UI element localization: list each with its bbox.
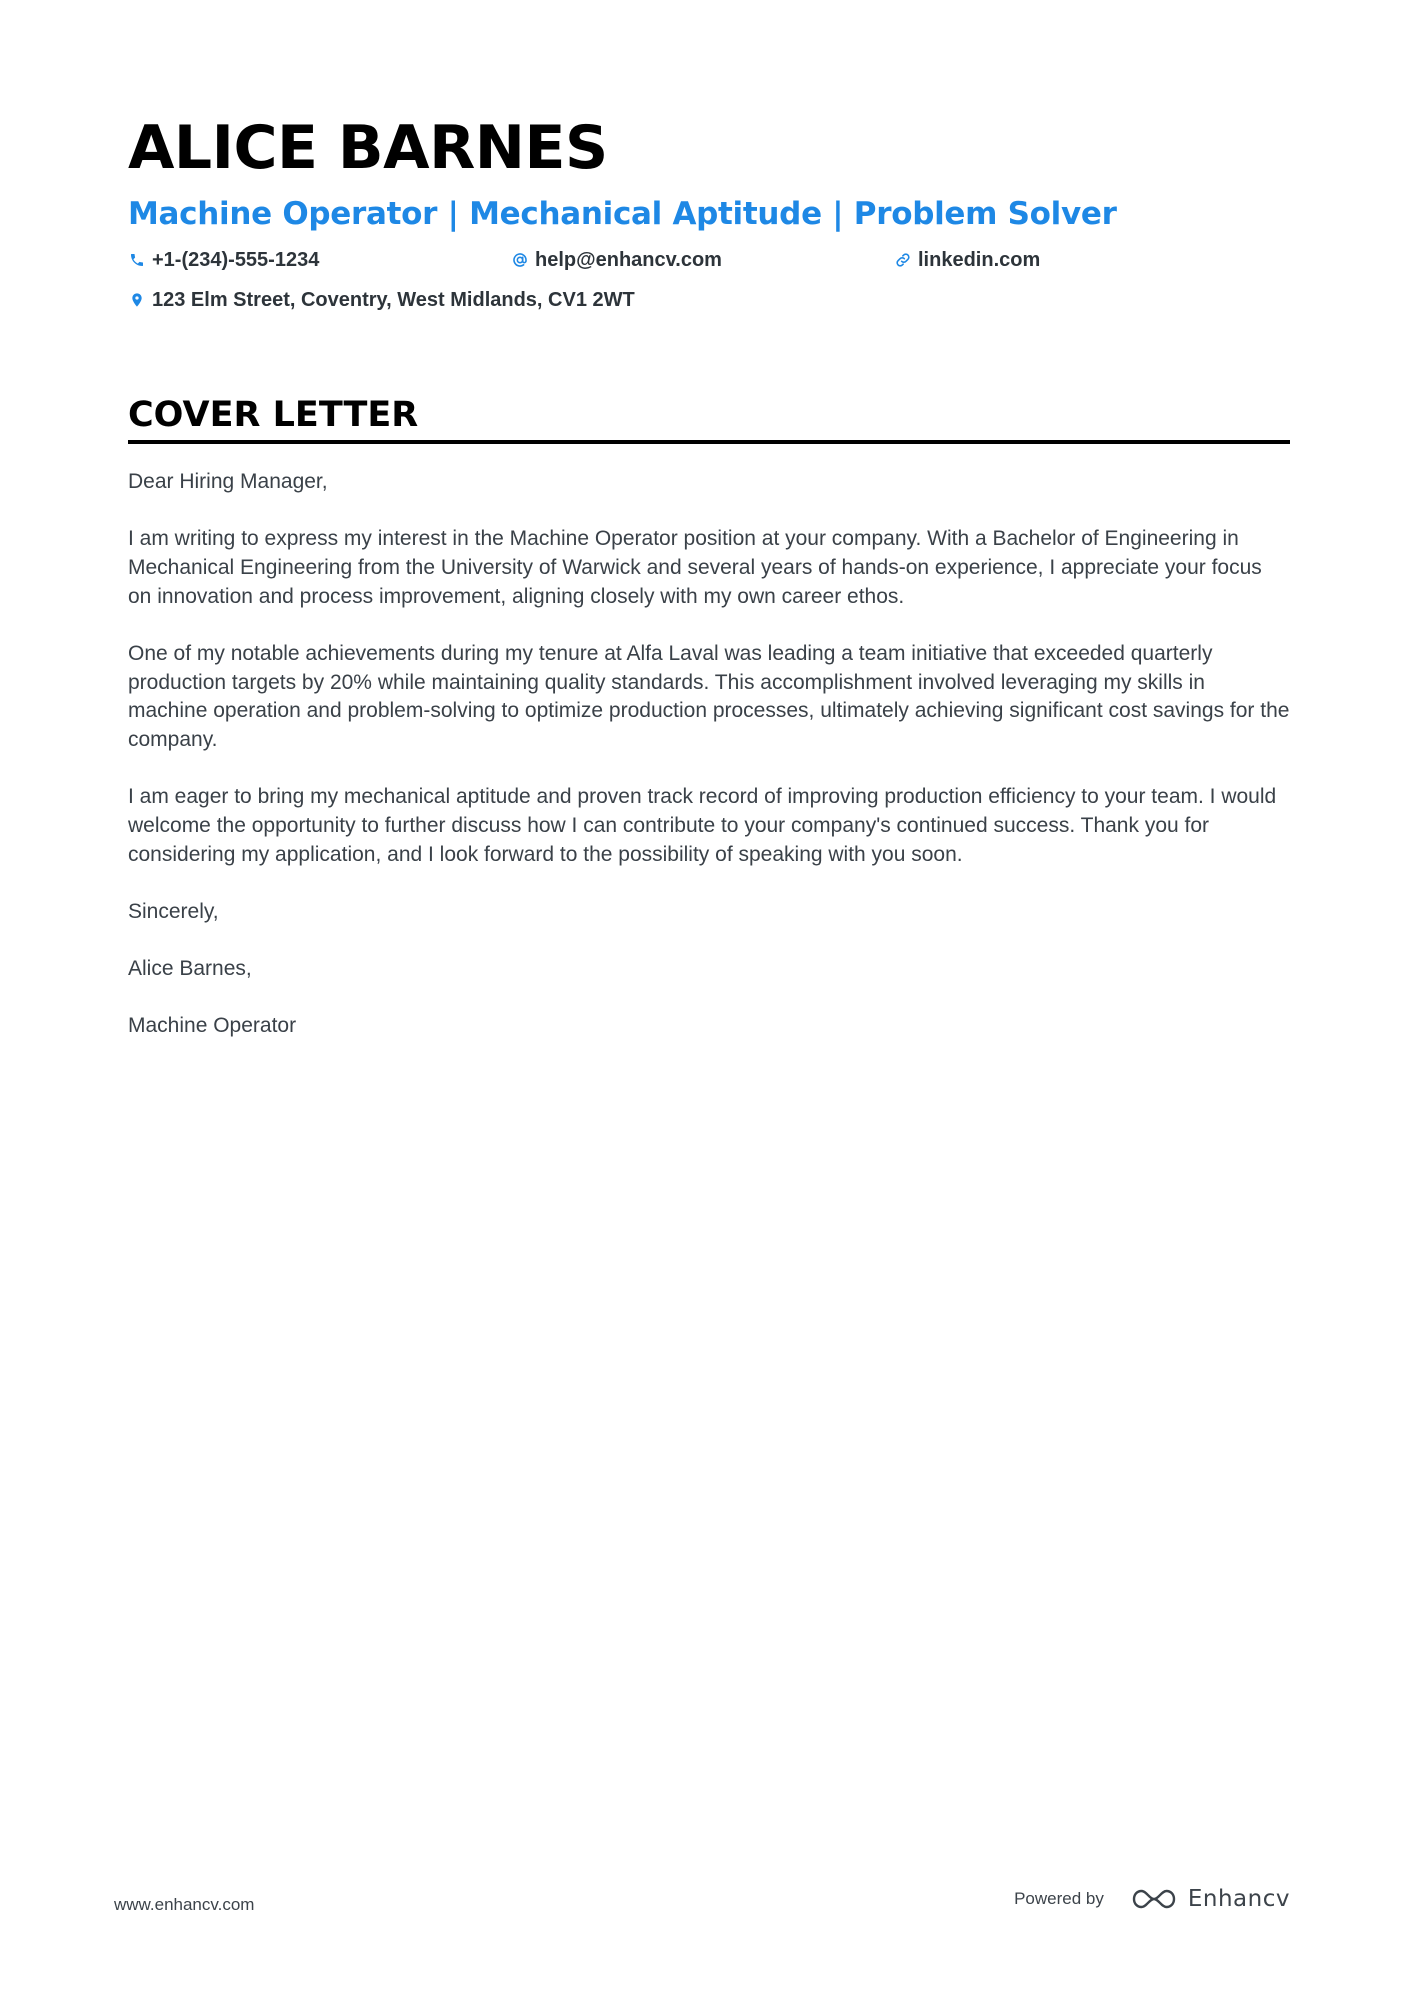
contact-email[interactable] <box>511 246 894 274</box>
phone-icon <box>128 251 146 269</box>
brand-name: Enhancv <box>1187 1886 1290 1912</box>
cover-letter-section <box>128 392 1290 1069</box>
letter-paragraph: I am writing to express my interest in the Machine Operator position at your company. With a Bachelor of Engineering in Mechanical Engineering from the University of Warwick and several years of hands-on experience, I appreciate your focus on innovation and process improvement, aligning closely with my own career ethos. <box>128 527 1262 608</box>
resume-header <box>128 110 1288 314</box>
linkedin-text: linkedin.com <box>918 249 1041 271</box>
address-text: 123 Elm Street, Coventry, West Midlands, CV1 2WT <box>152 289 635 311</box>
contact-address <box>128 286 1277 314</box>
contact-phone <box>128 246 511 274</box>
letter-greeting: Dear Hiring Manager, <box>128 470 328 493</box>
contact-info <box>128 246 1288 314</box>
email-text: help@enhancv.com <box>535 249 722 271</box>
letter-closing: Sincerely, <box>128 899 219 923</box>
signature-name: Alice Barnes, <box>128 956 252 980</box>
link-icon <box>894 251 912 269</box>
candidate-name: ALICE BARNES <box>128 113 608 183</box>
letter-paragraph: One of my notable achievements during my tenure at Alfa Laval was leading a team initiative that exceeded quarterly production targets by 20% while maintaining quality standards. This accomplishment involved leveraging my skills in machine operation and problem-solving to optimize production processes, ultimately achieving significant cost savings for the company. <box>128 641 1290 751</box>
contact-linkedin[interactable] <box>894 246 1277 274</box>
enhancv-logo[interactable] <box>1130 1884 1290 1914</box>
letter-body <box>128 468 1290 1041</box>
location-pin-icon <box>128 291 146 309</box>
phone-text: +1-(234)-555-1234 <box>152 249 320 271</box>
enhancv-logo-icon <box>1130 1885 1178 1913</box>
at-icon <box>511 251 529 269</box>
powered-by-text: Powered by <box>1014 1889 1104 1908</box>
footer-branding <box>1014 1884 1290 1914</box>
candidate-headline: Machine Operator | Mechanical Aptitude | Problem Solver <box>128 196 1117 232</box>
letter-paragraph: I am eager to bring my mechanical aptitude and proven track record of improving production efficiency to your team. I would welcome the opportunity to further discuss how I can contribute to your company's continued success. Thank you for considering my application, and I look forward to the possibility of speaking with you soon. <box>128 785 1277 866</box>
signature-title: Machine Operator <box>128 1014 297 1038</box>
footer-website[interactable]: www.enhancv.com <box>114 1895 255 1914</box>
section-title: COVER LETTER <box>128 392 1290 444</box>
